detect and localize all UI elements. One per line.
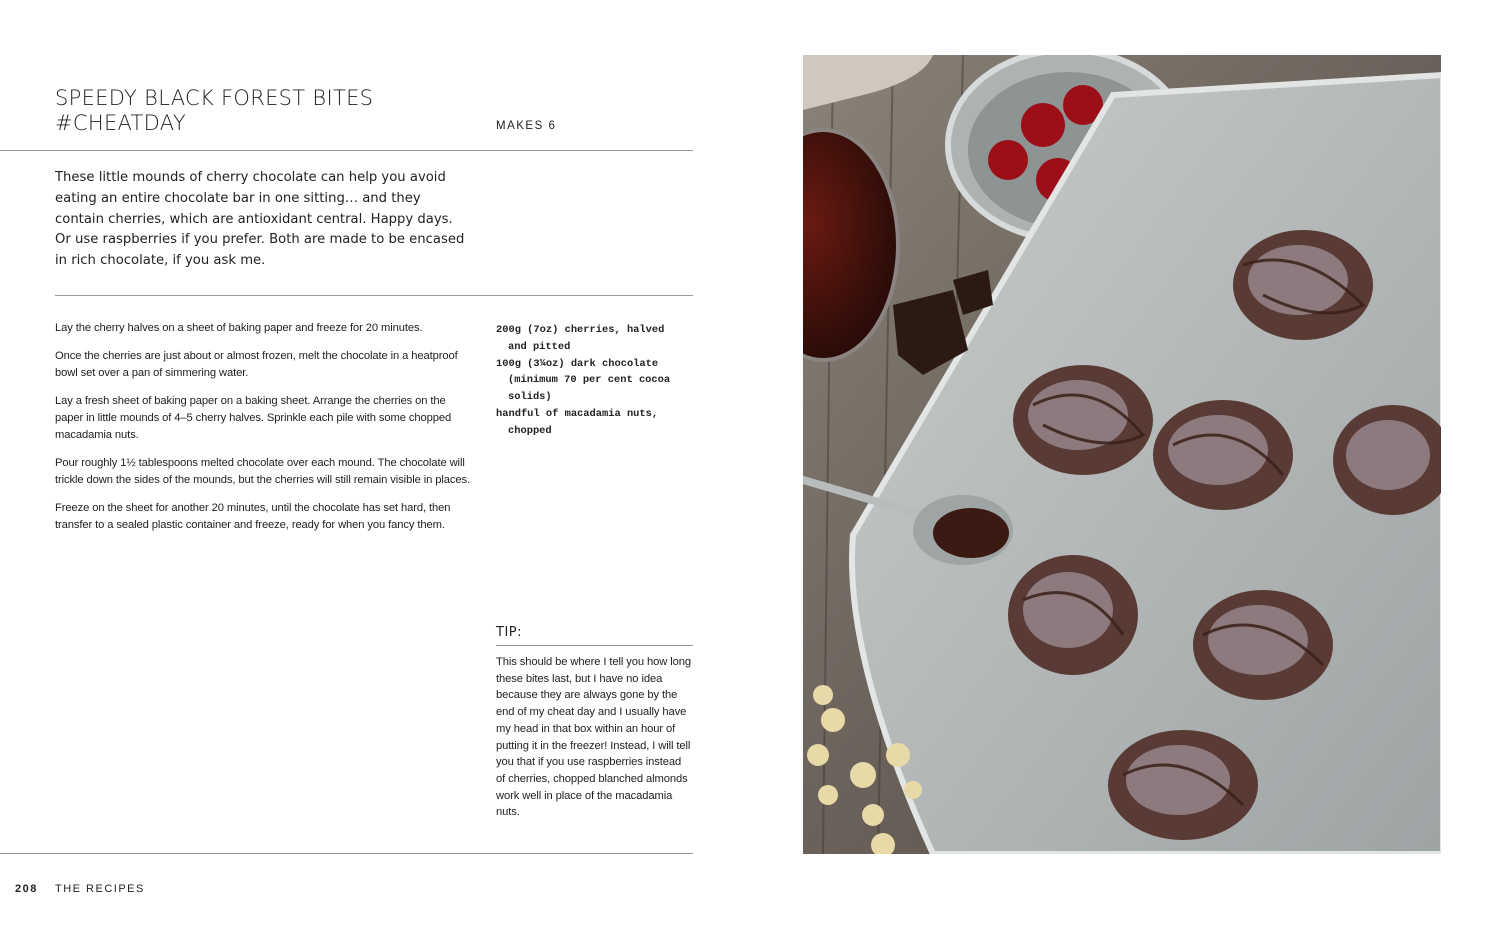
intro-divider — [55, 295, 693, 296]
tip-text: This should be where I tell you how long these bites last, but I have no idea because they are always gone by the end of my cheat day and I usually have my head in that box within an hour of putting it in the freezer! Instead, I will tell you that if you use raspberries instead of cherries, chopped blanched almonds work well in place of the macadamia nuts. — [496, 656, 692, 819]
recipe-title-line1: SPEEDY BLACK FOREST BITES — [55, 86, 374, 110]
tip-divider — [496, 645, 693, 646]
footer-divider — [0, 853, 693, 854]
method-step: Lay a fresh sheet of baking paper on a baking sheet. Arrange the cherries on the paper in little mounds of 4–5 cherry halves. Sprinkle each pile with some chopped macadamia nuts. — [55, 395, 452, 441]
recipe-title — [55, 86, 475, 136]
page-number: 208 — [15, 883, 38, 895]
ingredient-item: 200g (7oz) cherries, halved and pitted — [496, 324, 665, 353]
header-divider — [0, 150, 693, 151]
method-steps — [55, 320, 470, 545]
ingredient-item: handful of macadamia nuts, chopped — [496, 407, 659, 437]
bite — [1008, 555, 1138, 675]
method-step: Lay the cherry halves on a sheet of baking paper and freeze for 20 minutes. — [55, 322, 423, 334]
bite — [1013, 365, 1153, 475]
recipe-title-line2: #CHEATDAY — [55, 111, 186, 135]
ingredient-item: 100g (3¼oz) dark chocolate (minimum 70 per cent cocoa solids) — [496, 357, 671, 404]
method-step: Freeze on the sheet for another 20 minutes, until the chocolate has set hard, then transfer to a sealed plastic container and freeze, ready for when you fancy them. — [55, 502, 451, 531]
method-step: Once the cherries are just about or almost frozen, melt the chocolate in a heatproof bowl set over a pan of simmering water. — [55, 350, 458, 379]
method-step: Pour roughly 1½ tablespoons melted chocolate over each mound. The chocolate will trickle down the sides of the mounds, but the cherries will still remain visible in places. — [55, 457, 470, 486]
bite — [1108, 730, 1258, 840]
recipe-photo — [803, 55, 1441, 854]
ingredients-list — [496, 322, 686, 440]
recipe-intro: These little mounds of cherry chocolate can help you avoid eating an entire chocolate bar in one sitting… and they contain cherries, which are antioxidant central. Happy days. Or use raspberries if you prefer. Both are made to be encased in rich chocolate, if you ask me. — [55, 170, 465, 269]
bite — [1153, 400, 1293, 510]
bite — [1233, 230, 1373, 340]
spoon-chocolate — [933, 508, 1009, 558]
section-name: THE RECIPES — [55, 883, 145, 895]
bite — [1193, 590, 1333, 700]
recipe-yield: MAKES 6 — [496, 120, 557, 132]
tip-heading: TIP: — [496, 625, 522, 640]
